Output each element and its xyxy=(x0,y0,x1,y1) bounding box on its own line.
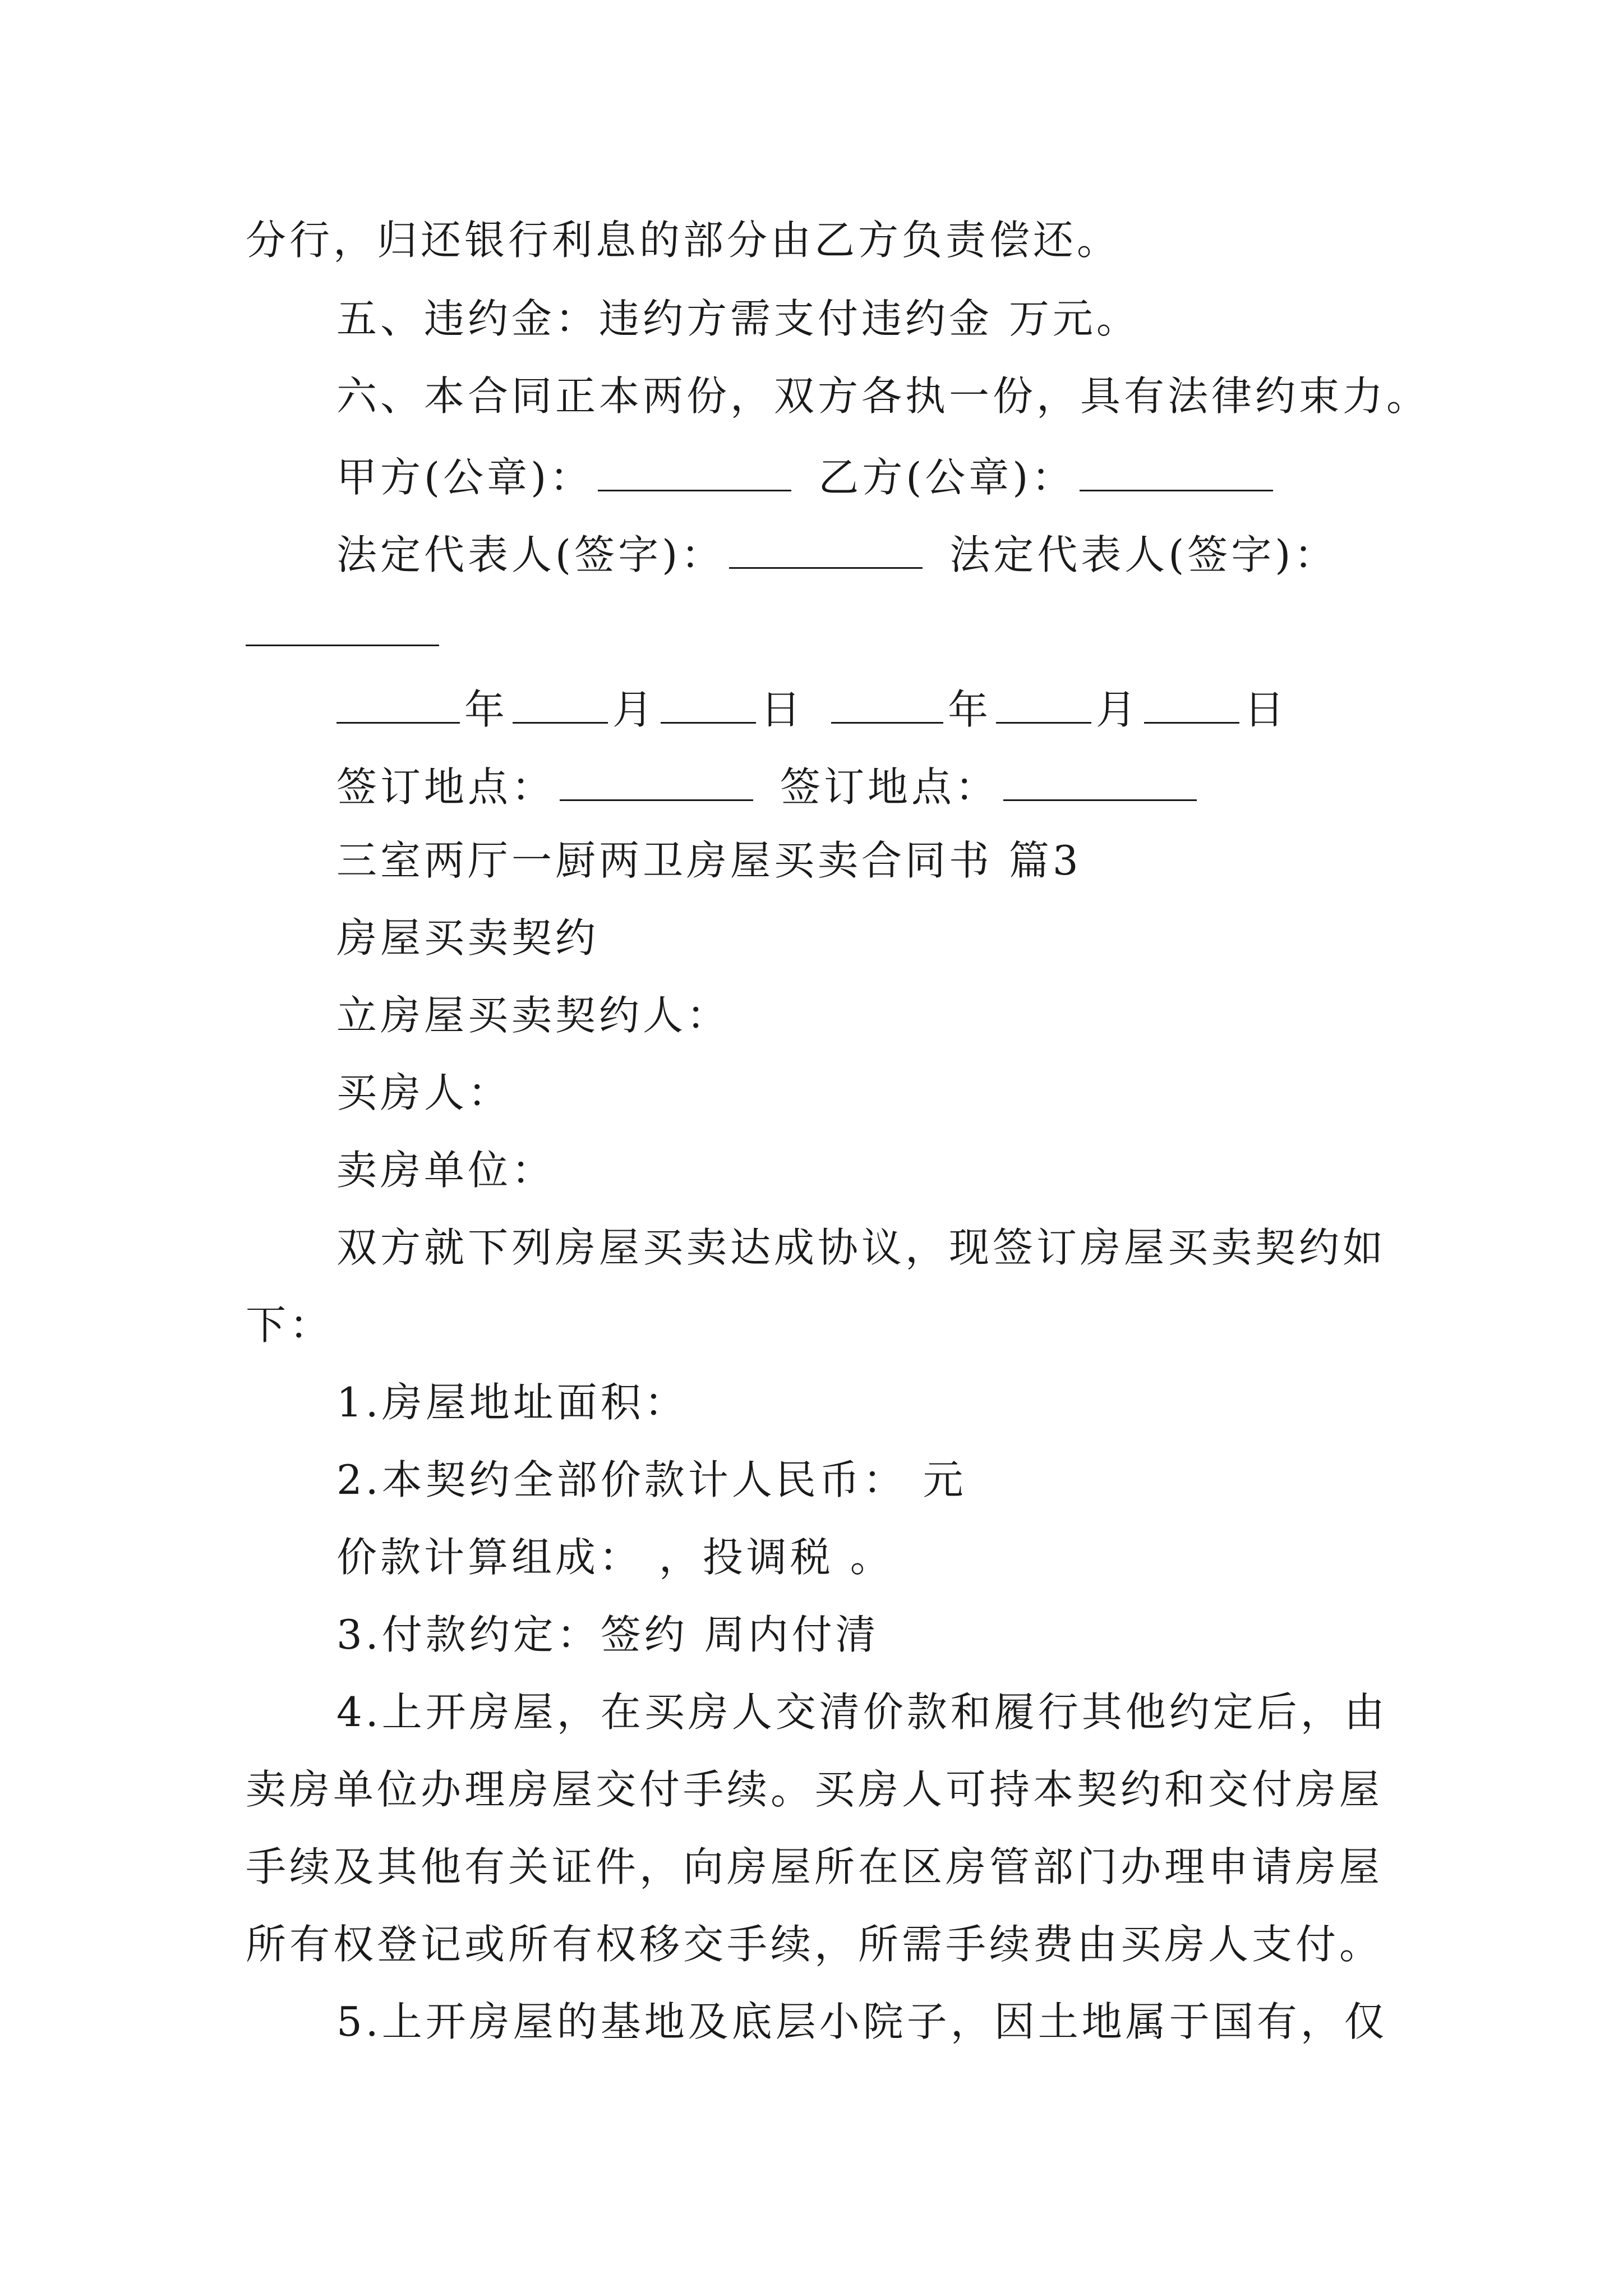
contract-title: 房屋买卖契约 xyxy=(336,914,600,961)
clause-4-line-2: 卖房单位办理房屋交付手续。买房人可持本契约和交付房屋 xyxy=(246,1766,1384,1813)
party-a-seal-label: 甲方(公章)： xyxy=(336,453,594,501)
year-blank-2 xyxy=(831,685,943,724)
text-line-agreement-cont: 下： xyxy=(246,1301,334,1349)
date-line xyxy=(336,685,1288,733)
party-b-place-label: 签订地点： xyxy=(780,763,999,811)
day-blank-2 xyxy=(1144,685,1239,724)
text-line-agreement: 双方就下列房屋买卖达成协议，现签订房屋买卖契约如 xyxy=(336,1224,1387,1271)
text-line-copies: 六、本合同正本两份，双方各执一份，具有法律约束力。 xyxy=(336,372,1431,420)
month-label-1: 月 xyxy=(612,685,657,733)
clause-4-line-3: 手续及其他有关证件，向房屋所在区房管部门办理申请房屋 xyxy=(246,1843,1384,1890)
section-title: 三室两厅一厨两卫房屋买卖合同书 篇3 xyxy=(336,837,1082,884)
month-label-2: 月 xyxy=(1096,685,1140,733)
year-blank-1 xyxy=(336,685,460,724)
clause-3: 3.付款约定：签约 周内付清 xyxy=(336,1611,879,1658)
party-b-seal-blank xyxy=(1080,453,1273,491)
year-label-2: 年 xyxy=(948,685,992,733)
year-label-1: 年 xyxy=(464,685,509,733)
party-a-place-blank xyxy=(560,763,753,801)
party-b-place-blank xyxy=(1003,763,1197,801)
day-label-1: 日 xyxy=(760,685,805,733)
clause-4-line-4: 所有权登记或所有权移交手续，所需手续费由买房人支付。 xyxy=(246,1921,1384,1968)
party-a-rep-label: 法定代表人(签字)： xyxy=(336,531,725,578)
party-a-rep-blank xyxy=(729,531,923,569)
party-b-rep-blank xyxy=(246,608,439,646)
signature-line-representatives xyxy=(336,531,1338,578)
text-line-parties: 立房屋买卖契约人： xyxy=(336,992,731,1039)
signature-line-seals xyxy=(336,453,1278,501)
day-label-2: 日 xyxy=(1244,685,1288,733)
party-a-seal-blank xyxy=(598,453,791,491)
month-blank-2 xyxy=(996,685,1091,724)
party-b-rep-label: 法定代表人(签字)： xyxy=(949,531,1338,578)
text-line-seller: 卖房单位： xyxy=(336,1147,556,1194)
text-line-buyer: 买房人： xyxy=(336,1069,512,1116)
party-a-place-label: 签订地点： xyxy=(336,763,556,811)
month-blank-1 xyxy=(513,685,608,724)
clause-2-detail: 价款计算组成： ，投调税 。 xyxy=(336,1534,894,1581)
clause-4-line-1: 4.上开房屋，在买房人交清价款和履行其他约定后，由 xyxy=(336,1688,1388,1736)
clause-2: 2.本契约全部价款计人民币： 元 xyxy=(336,1456,967,1503)
text-line-1: 分行，归还银行利息的部分由乙方负责偿还。 xyxy=(246,217,1121,264)
text-line-penalty: 五、违约金：违约方需支付违约金 万元。 xyxy=(336,295,1140,342)
day-blank-1 xyxy=(661,685,756,724)
party-b-rep-blank-line xyxy=(246,608,444,652)
clause-5-line-1: 5.上开房屋的基地及底层小院子，因土地属于国有，仅 xyxy=(336,1998,1388,2045)
signing-place-line xyxy=(336,763,1201,811)
party-b-seal-label: 乙方(公章)： xyxy=(818,453,1076,501)
clause-1: 1.房屋地址面积： xyxy=(336,1379,688,1426)
